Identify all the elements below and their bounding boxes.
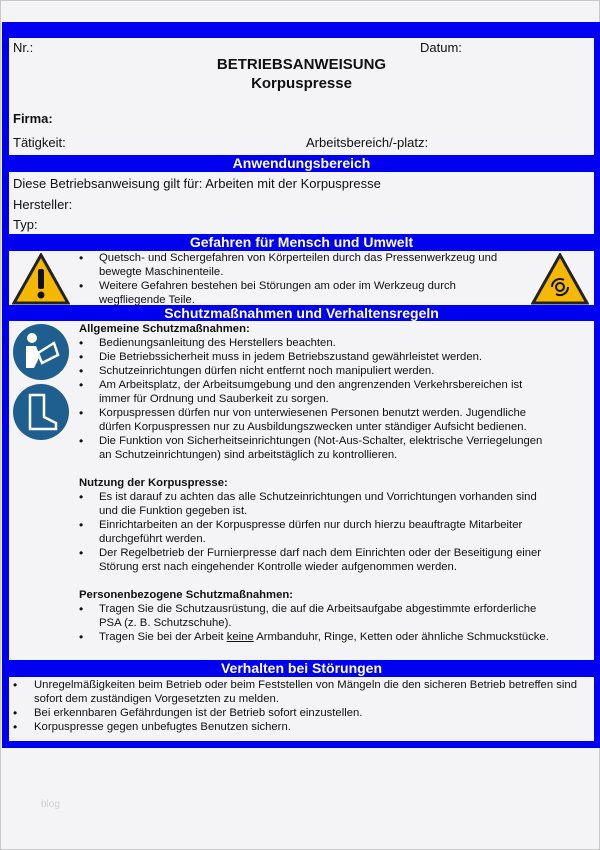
datum-label: Datum:	[420, 40, 462, 55]
hazard-item: • Weitere Gefahren bestehen bei Störungen am oder im Werkzeug durch wegfliegende Teile.	[79, 279, 499, 307]
page-subtitle: Korpuspresse	[251, 75, 352, 92]
rule-item: • Am Arbeitsplatz, der Arbeitsumgebung und den angrenzenden Verkehrsbereichen ist immer für Ordnung und Sauberkeit zu sorgen.	[79, 378, 549, 406]
rule-item	[79, 630, 549, 644]
gefahren-panel	[9, 251, 594, 305]
section-header-anwendungsbereich: Anwendungsbereich	[232, 155, 371, 171]
rule-emphasis: keine	[226, 631, 254, 643]
anwendung-panel	[9, 172, 594, 234]
nutzung-heading: Nutzung der Korpuspresse:	[79, 477, 228, 489]
taetigkeit-label: Tätigkeit:	[13, 135, 66, 150]
typ-label: Typ:	[13, 217, 38, 232]
rule-item: • Der Regelbetrieb der Furnierpresse darf nach dem Einrichten oder der Beseitigung einer Störung erst nach eingehender Kontrolle wieder aufgenommen werden.	[79, 546, 549, 574]
safety-boots-icon	[12, 383, 70, 441]
rule-item: • Schutzeinrichtungen dürfen nicht entfernt noch manipuliert werden.	[79, 364, 549, 378]
section-header-stoerungen: Verhalten bei Störungen	[220, 660, 383, 676]
stoerungen-panel	[9, 677, 594, 741]
section-header-schutzmassnahmen: Schutzmaßnahmen und Verhaltensregeln	[164, 305, 439, 321]
hazard-item: • Quetsch- und Schergefahren von Körperteilen durch das Pressenwerkzeug und bewegte Maschinenteile.	[79, 251, 499, 279]
disruption-item: • Korpuspresse gegen unbefugtes Benutzen sichern.	[13, 720, 591, 734]
rule-item: • Es ist darauf zu achten das alle Schutzeinrichtungen und Vorrichtungen vorhanden sind und die Funktion gegeben ist.	[79, 490, 549, 518]
schutz-panel	[9, 321, 594, 660]
rotating-parts-warning-icon	[531, 253, 589, 305]
section-header-gefahren: Gefahren für Mensch und Umwelt	[189, 234, 414, 250]
arbeitsbereich-label: Arbeitsbereich/-platz:	[306, 135, 429, 150]
rule-item: • Einrichtarbeiten an der Korpuspresse dürfen nur durch hierzu beauftragte Mitarbeiter durchgeführt werden.	[79, 518, 549, 546]
warning-icon	[12, 253, 70, 305]
personen-heading: Personenbezogene Schutzmaßnahmen:	[79, 589, 294, 601]
watermark: blog	[41, 799, 60, 810]
hersteller-label: Hersteller:	[13, 197, 73, 212]
rule-item: • Die Betriebssicherheit muss in jedem Betriebszustand gewährleistet werden.	[79, 350, 549, 364]
anwendung-text: Diese Betriebsanweisung gilt für: Arbeiten mit der Korpuspresse	[13, 176, 381, 191]
rule-text: Armbanduhr, Ringe, Ketten oder ähnliche Schmuckstücke.	[253, 631, 549, 643]
rule-item: • Bedienungsanleitung des Herstellers beachten.	[79, 336, 549, 350]
firma-label: Firma:	[13, 111, 53, 126]
rule-text: Tragen Sie bei der Arbeit	[99, 631, 227, 643]
read-manual-icon	[12, 323, 70, 381]
disruption-item: • Unregelmäßigkeiten beim Betrieb oder beim Feststellen von Mängeln die den sicheren Betrieb betreffen sind sofort dem zuständigen Vorgesetzten zu melden.	[13, 678, 591, 706]
rule-item: • Die Funktion von Sicherheitseinrichtungen (Not-Aus-Schalter, elektrische Verriegelungen an Schutzeinrichtungen) sind arbeitstäglich zu kontrollieren.	[79, 434, 549, 462]
rule-item: • Tragen Sie die Schutzausrüstung, die auf die Arbeitsaufgabe abgestimmte erforderliche PSA (z. B. Schutzschuhe).	[79, 602, 549, 630]
header-panel	[9, 38, 594, 155]
page-title: BETRIEBSANWEISUNG	[216, 56, 387, 73]
disruption-item: • Bei erkennbaren Gefährdungen ist der Betrieb sofort einzustellen.	[13, 706, 591, 720]
nr-label: Nr.:	[13, 40, 34, 55]
rule-item: • Korpuspressen dürfen nur von unterwiesenen Personen benutzt werden. Jugendliche dürfen Korpuspressen nur zu Ausbildungszwecken unter ständiger Aufsicht bedienen.	[79, 406, 549, 434]
allgemein-heading: Allgemeine Schutzmaßnahmen:	[79, 323, 250, 335]
